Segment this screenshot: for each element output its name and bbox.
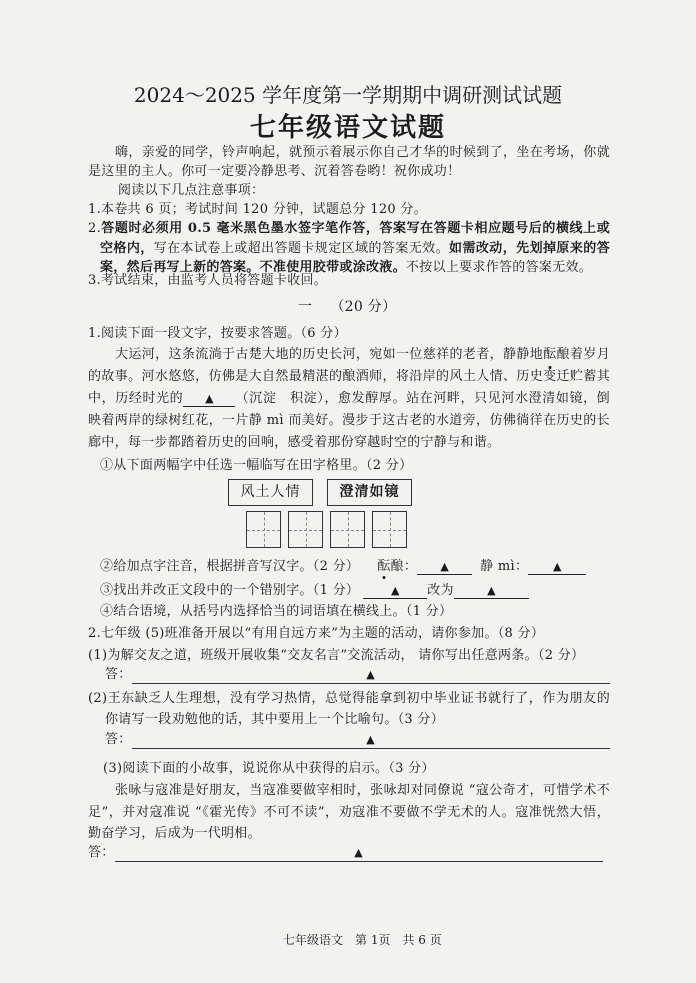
tianzige-cell (246, 511, 281, 548)
passage-text-a: 大运河，这条流淌于古楚大地的历史长河，宛如一位慈祥的老者，静静地 (115, 347, 544, 362)
answer-blank: ▲ (363, 584, 427, 599)
sub-question-2 (100, 557, 586, 576)
answer-line: ▲ (115, 844, 603, 862)
question-2-part-1: (1)为解交友之道，班级开展收集“交友名言”交流活动， 请你写出任意两条。（2 分） (88, 648, 585, 663)
calligraphy-sample-1: 风土人情 (228, 479, 313, 506)
answer-blank: ▲ (417, 560, 472, 575)
answer-line: ▲ (132, 666, 610, 684)
pinyin-dotted-char: 酝 (377, 559, 391, 574)
question-1-stem: 1.阅读下面一段文字，按要求答题。（6 分） (88, 326, 347, 341)
question-2-part-3: (3)阅读下面的小故事，说说你从中获得的启示。（3 分） (103, 761, 435, 776)
notice-item-2-bold-1: 答题时必须用 0.5 毫米黑色墨水签字笔作答，答案写在答题卡相应题号后的横线上或空格内， (100, 221, 610, 256)
story-text: 张咏与寇准是好朋友，当寇准要做宰相时，张咏却对同僚说 “寇公奇才，可惜学术不足”，并对寇准说 “《霍光传》不可不读”，劝寇准不要做不学无术的人。寇准恍然大悟，勤奋学习，后成为一代明相。 (88, 783, 610, 841)
notice-item-3: 3.考试结束，由监考人员将答题卡收回。 (88, 273, 328, 288)
section-score: （20 分） (330, 299, 397, 315)
answer-label: 答： (105, 667, 132, 682)
sub-question-1: ①从下面两幅字中任选一幅临写在田字格里。（2 分） (100, 458, 413, 473)
sub-question-4: ④结合语境，从括号内选择恰当的词语填在横线上。（1 分） (100, 604, 453, 619)
answer-label: 答： (88, 845, 115, 860)
section-number: 一 (298, 299, 313, 315)
answer-line: ▲ (132, 731, 610, 749)
calligraphy-sample-2: 澄清如镜 (327, 479, 412, 506)
sub-question-3 (100, 581, 529, 600)
question-2-stem: 2.七年级 (5)班准备开展以“有用自远方来”为主题的活动，请你参加。（8 分） (88, 626, 545, 641)
answer-label: 答： (105, 732, 132, 747)
page-footer: 七年级语文 第 1页 共 6 页 (283, 933, 442, 947)
passage-text-b: 酿着岁月的故事。河水悠悠，仿佛是大自然最精湛的酿酒师，将沿岸的风土人情、历史变迁贮蓄其中，历经时光的 (88, 347, 610, 406)
notice-item-2-text-2: 不按以上要求作答的答案无效。 (405, 260, 593, 275)
answer-blank: ▲ (454, 584, 529, 599)
answer-row-2 (105, 730, 610, 749)
intro-text: 嗨，亲爱的同学，铃声响起，就预示着展示你自己才华的时候到了，坐在考场，你就是这里的主人。你可一定要冷静思考、沉着答卷哟！祝你成功！ (88, 145, 610, 179)
exam-title: 2024～2025 学年度第一学期期中调研测试试题 (133, 83, 563, 107)
notice-heading: 阅读以下几点注意事项： (118, 183, 265, 198)
notice-item-2 (88, 219, 610, 278)
passage-dotted-char: 酝 (543, 344, 556, 366)
hanzi-pinyin-word: 静 mì： (480, 559, 529, 574)
question-1-passage (88, 344, 610, 454)
passage-text-c: （沉淀 积淀），愈发醇厚。站在河畔，只见河水澄清如镜，倒映着两岸的绿树红花，一片静 mì 而美好。漫步于这古老的水道旁，仿佛徜徉在历史的长廊中，每一步都踏着历史的回响，感受着那份穿越时空的宁静与和谐。 (88, 391, 610, 450)
tianzige-cell (372, 511, 407, 548)
tianzige-cell (288, 511, 323, 548)
pinyin-word-rest: 酿： (390, 559, 418, 574)
change-to-label: 改为 (427, 583, 454, 598)
section-heading (298, 298, 396, 317)
answer-row-3 (88, 843, 603, 862)
sub-question-2-text: ②给加点字注音，根据拼音写汉字。（2 分） (100, 559, 360, 574)
notice-item-2-bold-2: 如需改动，先划掉原来的答案，然后再写上新的答案。不准使用胶带或涂改液。 (100, 240, 610, 275)
notice-item-2-number: 2. (88, 221, 102, 236)
question-2-part-2: (2)王东缺乏人生理想，没有学习热情，总觉得能拿到初中毕业证书就行了，作为朋友的你请写一段劝勉他的话，其中要用上一个比喻句。（3 分） (88, 691, 610, 727)
notice-item-1: 1.本卷共 6 页；考试时间 120 分钟，试题总分 120 分。 (88, 202, 427, 217)
answer-blank: ▲ (528, 560, 586, 575)
subject-title: 七年级语文试题 (249, 113, 446, 143)
tianzige-cell (330, 511, 365, 548)
notice-item-2-text-1: 写在本试卷上或超出答题卡规定区域的答案无效。 (153, 240, 450, 256)
passage-answer-blank: ▲ (183, 392, 235, 407)
answer-row-1 (105, 665, 610, 684)
sub-question-3-text: ③找出并改正文段中的一个错别字。（1 分） (100, 583, 360, 598)
